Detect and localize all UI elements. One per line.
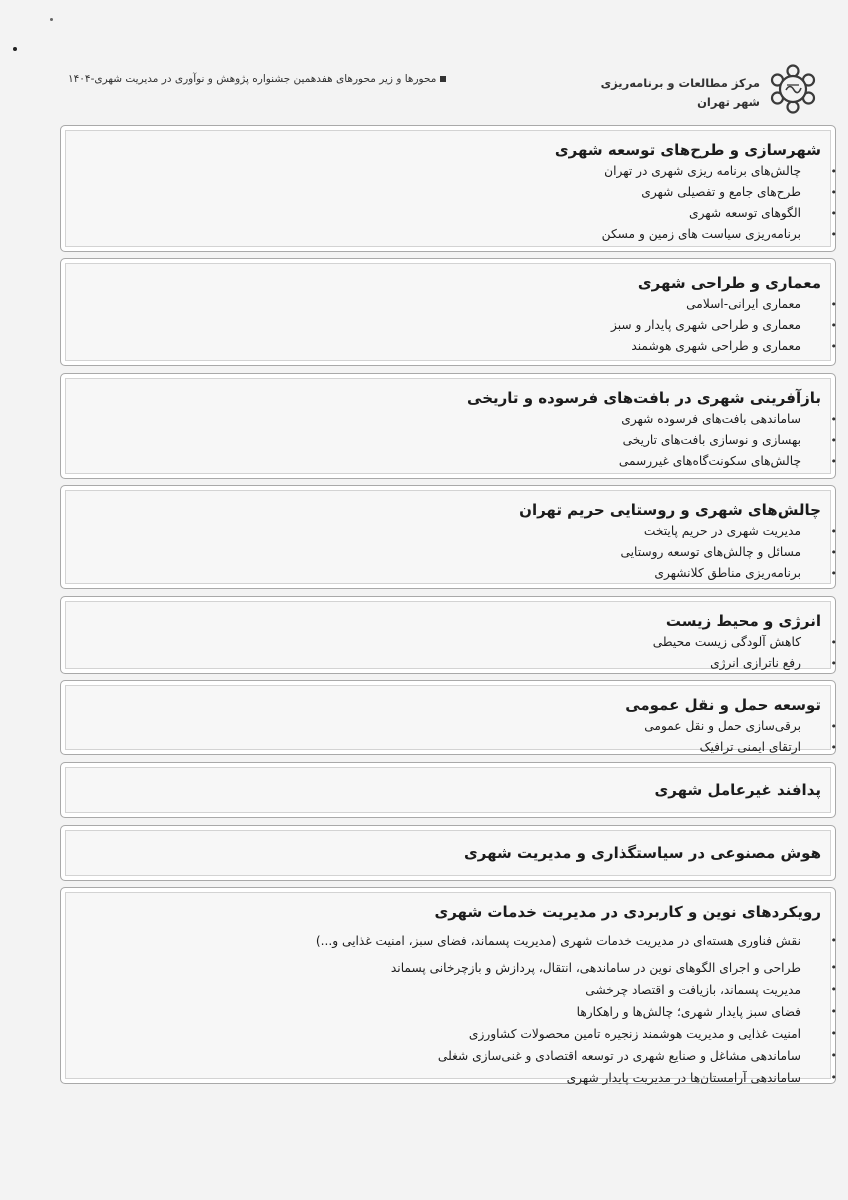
section-title: پدافند غیرعامل شهری [654,781,821,799]
document-subtitle [68,73,446,85]
list-item: • مسائل و چالش‌های توسعه روستایی [75,542,801,563]
section-items [75,521,821,584]
section-card-periphery [60,485,836,589]
list-item: • معماری ایرانی-اسلامی [75,294,801,315]
section-title: توسعه حمل و نقل عمومی [625,696,821,714]
section-items [75,409,821,472]
list-item: • برنامه‌ریزی سیاست های زمین و مسکن [75,224,801,245]
list-item: • مدیریت پسماند، بازیافت و اقتصاد چرخشی [75,979,801,1001]
section-title: بازآفرینی شهری در بافت‌های فرسوده و تاریخی [467,389,821,407]
list-item: • بهسازی و نوسازی بافت‌های تاریخی [75,430,801,451]
list-item: • نقش فناوری هسته‌ای در مدیریت خدمات شهری (مدیریت پسماند، فضای سبز، امنیت غذایی و...) [75,930,801,952]
section-items [75,161,821,245]
section-card-transport [60,680,836,755]
section-card-ai [60,825,836,881]
section-card-energy [60,596,836,674]
section-title: رویکردهای نوین و کاربردی در مدیریت خدمات شهری [434,903,821,921]
org-line-2: شهر تهران [697,95,760,109]
section-card-architecture [60,258,836,366]
section-items [75,632,821,674]
section-items [75,930,821,1089]
bullet-square-icon [440,76,446,82]
page-header [50,62,818,118]
scan-speck [50,18,53,21]
list-item: • کاهش آلودگی زیست محیطی [75,632,801,653]
scan-speck [13,47,17,51]
list-item: • معماری و طراحی شهری پایدار و سبز [75,315,801,336]
list-item: • چالش‌های برنامه ریزی شهری در تهران [75,161,801,182]
list-item: • برنامه‌ریزی مناطق کلانشهری [75,563,801,584]
section-card-urban-planning [60,125,836,252]
list-item: • ارتقای ایمنی ترافیک [75,737,801,758]
list-item: • برقی‌سازی حمل و نقل عمومی [75,716,801,737]
section-title: انرژی و محیط زیست [665,612,821,630]
list-item: • ساماندهی مشاغل و صنایع شهری در توسعه اقتصادی و غنی‌سازی شغلی [75,1045,801,1067]
org-line-1: مرکز مطالعات و برنامه‌ریزی [600,76,760,90]
section-title: شهرسازی و طرح‌های توسعه شهری [554,141,821,159]
section-items [75,716,821,758]
list-item: • معماری و طراحی شهری هوشمند [75,336,801,357]
list-item: • الگوهای توسعه شهری [75,203,801,224]
list-item: • امنیت غذایی و مدیریت هوشمند زنجیره تامین محصولات کشاورزی [75,1023,801,1045]
section-title: چالش‌های شهری و روستایی حریم تهران [519,501,821,519]
organization-name [601,74,760,112]
section-items [75,294,821,357]
list-item: • مدیریت شهری در حریم پایتخت [75,521,801,542]
list-item: • ساماندهی بافت‌های فرسوده شهری [75,409,801,430]
tehran-logo-icon [768,64,818,114]
section-title: هوش مصنوعی در سیاستگذاری و مدیریت شهری [464,844,821,862]
section-card-civil-defense [60,762,836,818]
section-title: معماری و طراحی شهری [637,274,821,292]
list-item: • چالش‌های سکونت‌گاه‌های غیررسمی [75,451,801,472]
list-item: • طراحی و اجرای الگوهای نوین در ساماندهی، انتقال، پردازش و بازچرخانی پسماند [75,957,801,979]
section-card-urban-services [60,887,836,1084]
list-item: • ساماندهی آرامستان‌ها در مدیریت پایدار شهری [75,1067,801,1089]
list-item: • فضای سبز پایدار شهری؛ چالش‌ها و راهکارها [75,1001,801,1023]
list-item: • رفع ناترازی انرژی [75,653,801,674]
list-item: • طرح‌های جامع و تفصیلی شهری [75,182,801,203]
subtitle-text: محورها و زیر محورهای هفدهمین جشنواره پژوهش و نوآوری در مدیریت شهری-۱۴۰۴ [68,73,437,85]
section-card-regeneration [60,373,836,479]
